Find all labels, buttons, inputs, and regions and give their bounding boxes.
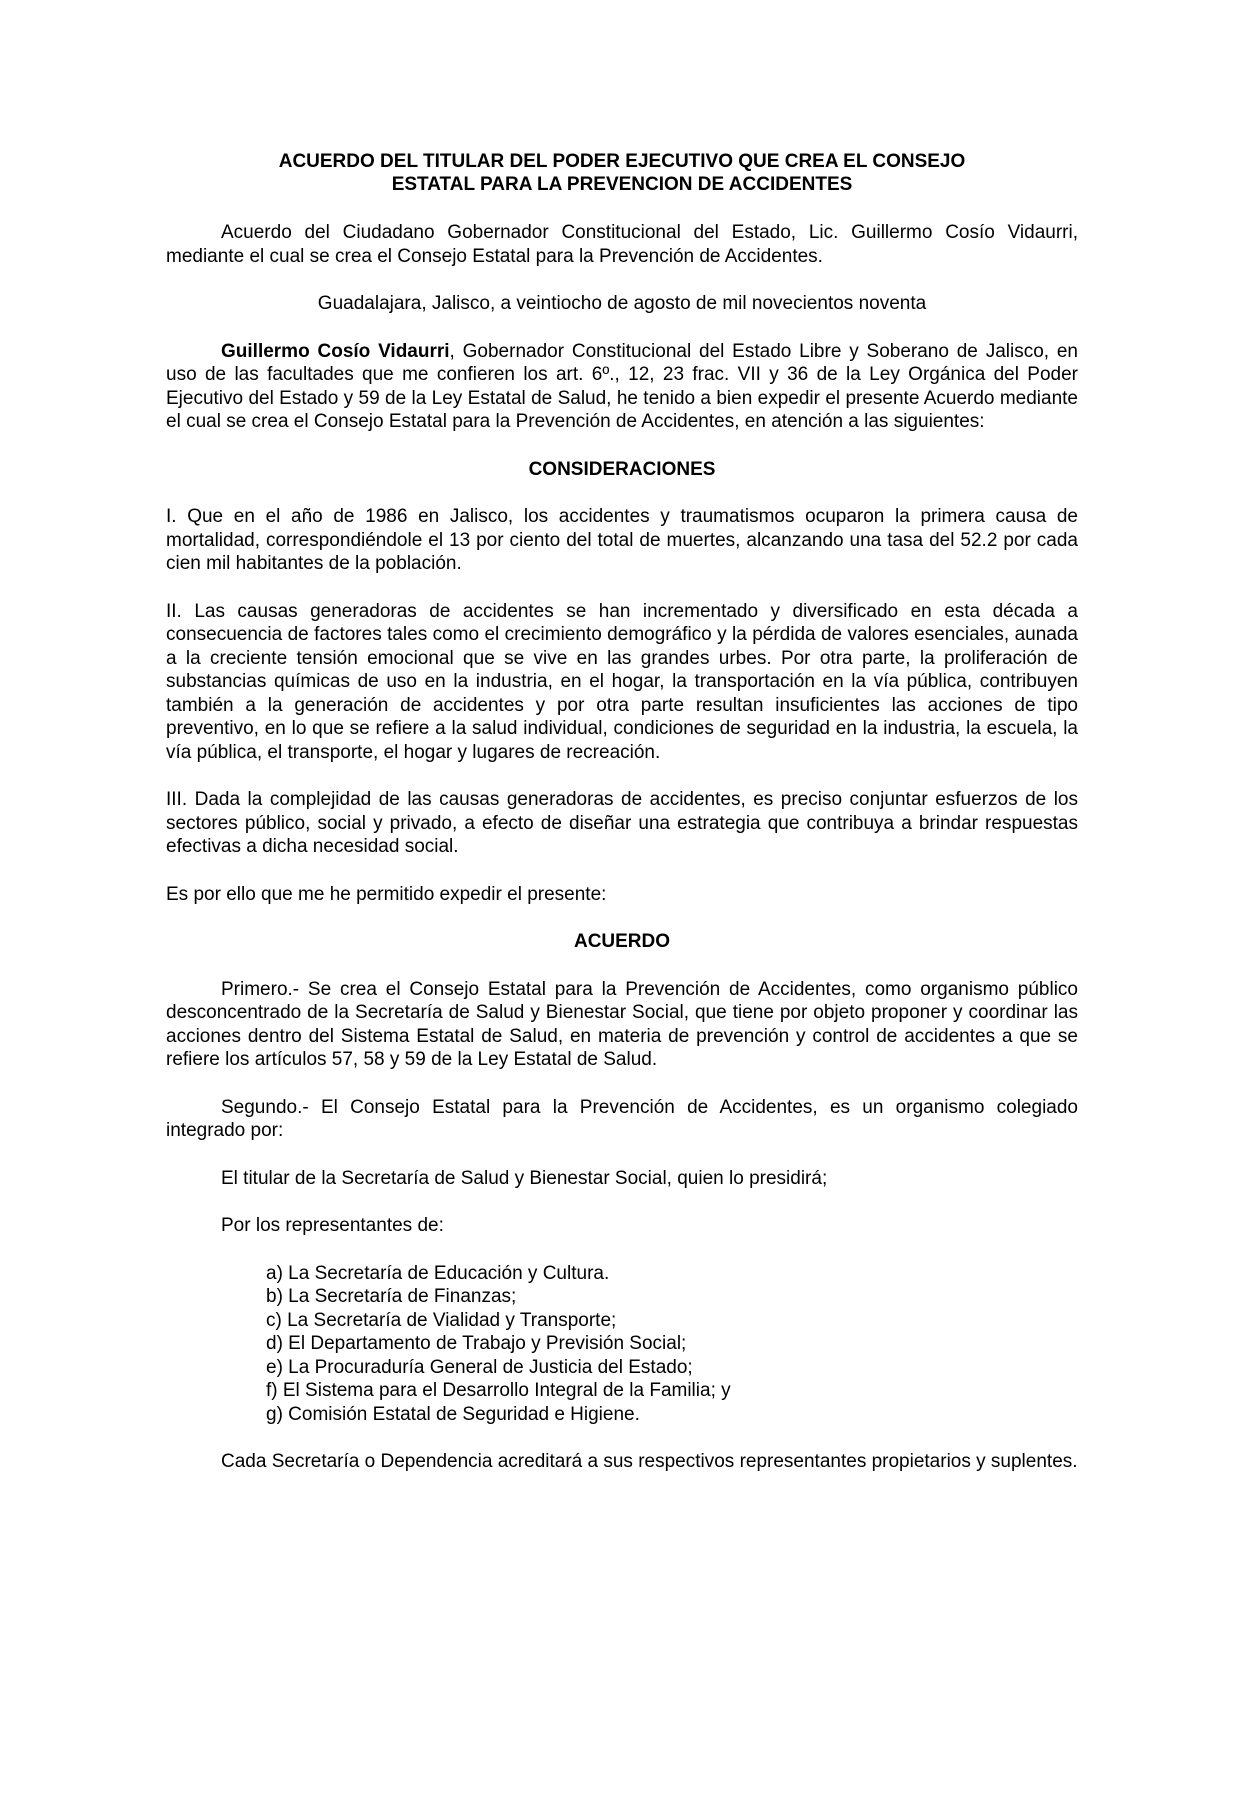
agreement-heading: ACUERDO — [573, 931, 671, 952]
list-item: a) La Secretaría de Educación y Cultura. — [266, 1262, 610, 1284]
list-item: c) La Secretaría de Vialidad y Transporte; — [266, 1309, 617, 1331]
intro-paragraph: Acuerdo del Ciudadano Gobernador Constitucional del Estado, Lic. Guillermo Cosío Vidaurri, mediante el cual se crea el Consejo Estatal para la Prevención de Accidentes. — [166, 222, 1078, 267]
consideration-2: II. Las causas generadoras de accidentes se han incrementado y diversificado en esta década a consecuencia de factores tales como el crecimiento demográfico y la pérdida de valores esenciales, aunada a la creciente tensión emocional que se vive en las grandes urbes. Por otra parte, la proliferación de substancias químicas de uso en la industria, en el hogar, la transportación en la vía pública, contribuyen también a la generación de accidentes y por otra parte resultan insuficientes las acciones de tipo preventivo, en lo que se refiere a la salud individual, condiciones de seguridad en la industria, la escuela, la vía pública, el transporte, el hogar y lugares de recreación. — [166, 600, 1078, 763]
president-line: El titular de la Secretaría de Salud y Bienestar Social, quien lo presidirá; — [221, 1167, 828, 1189]
document-title — [166, 150, 1078, 196]
representatives-line: Por los representantes de: — [221, 1215, 444, 1236]
list-item: d) El Departamento de Trabajo y Previsión Social; — [266, 1333, 687, 1354]
closing-considerations: Es por ello que me he permitido expedir el presente: — [166, 883, 607, 905]
considerations-heading: CONSIDERACIONES — [528, 458, 716, 480]
preamble-text: , Gobernador Constitucional del Estado Libre y Soberano de Jalisco, en uso de las facultades que me confieren los art. 6º., 12, 23 frac. VII y 36 de la Ley Orgánica del Poder Ejecutivo del Estado y 59 de la Ley Estatal de Salud, he tenido a bien expedir el presente Acuerdo mediante el cual se crea el Consejo Estatal para la Prevención de Accidentes, en atención a las siguientes: — [166, 340, 1078, 432]
list-item: e) La Procuraduría General de Justicia del Estado; — [266, 1356, 693, 1378]
representatives-list — [166, 1262, 1078, 1427]
consideration-3: III. Dada la complejidad de las causas generadoras de accidentes, es preciso conjuntar esfuerzos de los sectores público, social y privado, a efecto de diseñar una estrategia que contribuya a brindar respuestas efectivas a dicha necesidad social. — [166, 789, 1078, 857]
title-line-1: ACUERDO DEL TITULAR DEL PODER EJECUTIVO QUE CREA EL CONSEJO — [278, 151, 966, 172]
list-item: f) El Sistema para el Desarrollo Integral de la Familia; y — [266, 1380, 731, 1401]
final-paragraph: Cada Secretaría o Dependencia acreditará a sus respectivos representantes propietarios y suplentes. — [221, 1451, 1078, 1472]
consideration-1: I. Que en el año de 1986 en Jalisco, los accidentes y traumatismos ocuparon la primera causa de mortalidad, correspondiéndole el 13 por ciento del total de muertes, alcanzando una tasa del 52.2 por cada cien mil habitantes de la población. — [166, 506, 1078, 574]
preamble-paragraph — [166, 340, 1078, 434]
list-item: g) Comisión Estatal de Seguridad e Higiene. — [266, 1403, 640, 1425]
article-second: Segundo.- El Consejo Estatal para la Prevención de Accidentes, es un organismo colegiado integrado por: — [166, 1096, 1078, 1141]
article-first: Primero.- Se crea el Consejo Estatal para la Prevención de Accidentes, como organismo público desconcentrado de la Secretaría de Salud y Bienestar Social, que tiene por objeto proponer y coordinar las acciones dentro del Sistema Estatal de Salud, en materia de prevención y control de accidentes a que se refiere los artículos 57, 58 y 59 de la Ley Estatal de Salud. — [166, 978, 1078, 1070]
list-item: b) La Secretaría de Finanzas; — [266, 1286, 517, 1307]
document-page — [166, 150, 1078, 1474]
preamble-name: Guillermo Cosío Vidaurri — [221, 340, 450, 362]
place-date: Guadalajara, Jalisco, a veintiocho de agosto de mil novecientos noventa — [317, 293, 927, 314]
title-line-2: ESTATAL PARA LA PREVENCION DE ACCIDENTES — [391, 174, 853, 195]
